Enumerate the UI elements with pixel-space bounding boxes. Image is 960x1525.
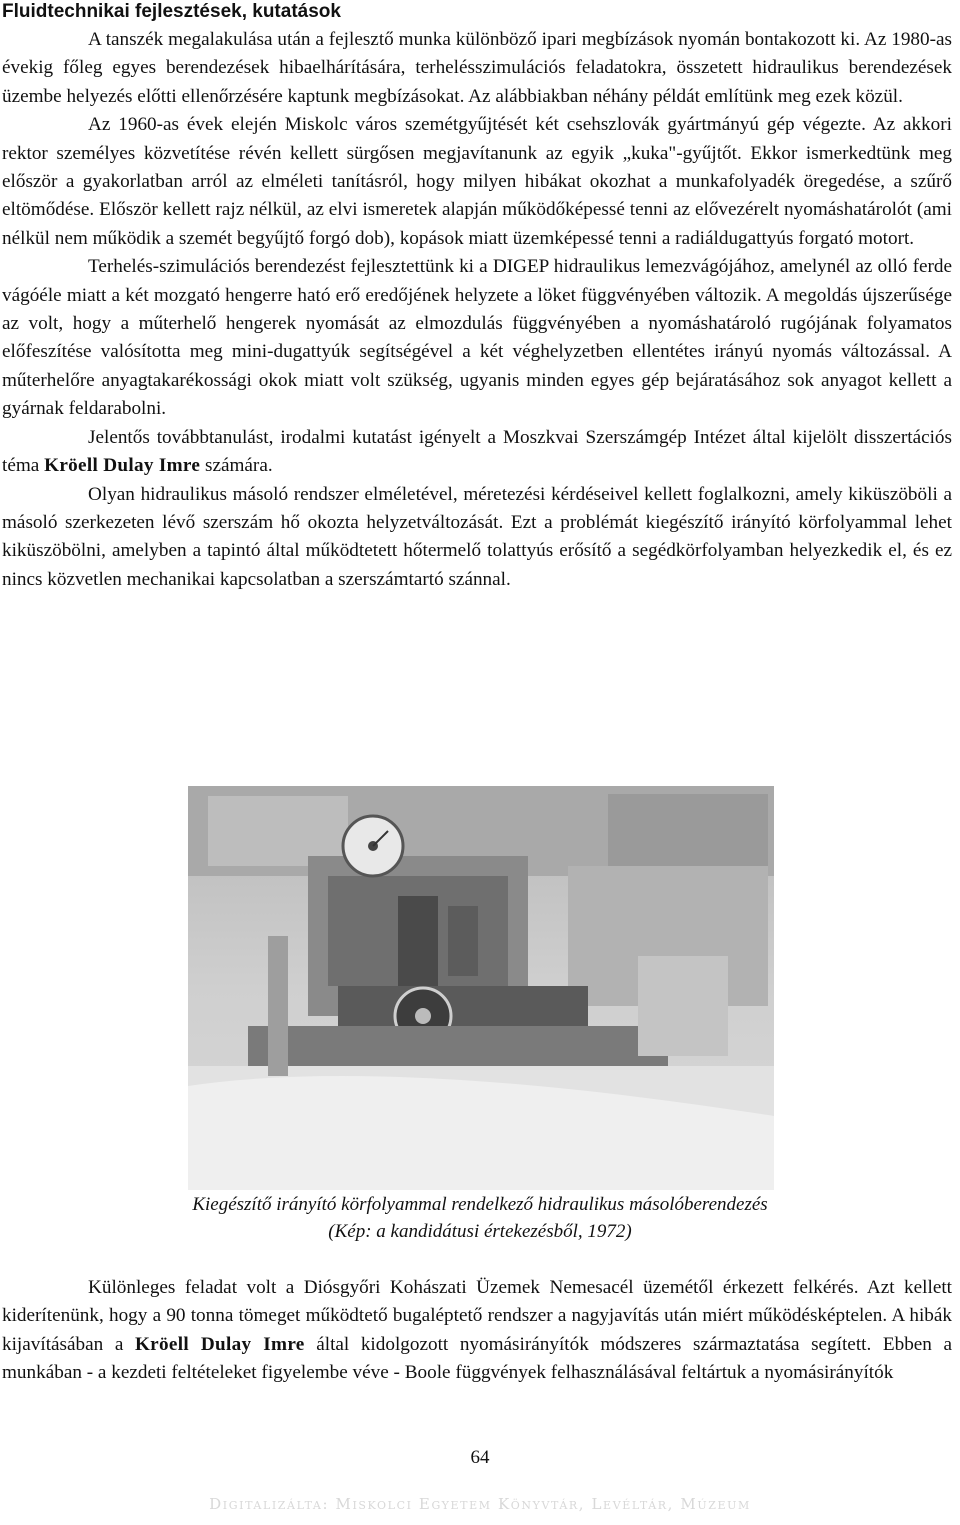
paragraph-dissertation <box>2 424 952 481</box>
paragraph-kuka: Az 1960-as évek elején Miskolc város szemétgyűjtését két csehszlovák gyártmányú gép végezte. Az akkori rektor személyes közvetítése révén kellett sürgősen megjavítanunk az egyik „kuka"-gyűjtőt. Ekkor ismerkedtünk meg először a gyakorlatban arról az elméleti tanításról, hogy milyen hibákat okozhat a munkafolyadék öregedése, a szűrő eltömődése. Először kellett rajz nélkül, az elvi ismeretek alapján működőképessé tenni az elővezérelt nyomáshatárolót (ami nélkül nem működik a szemét begyűjtő forgó dob), kopások miatt üzemképessé tenni a radiáldugattyús forgató motort. <box>2 114 952 249</box>
figure-caption-line1: Kiegészítő irányító körfolyammal rendelkező hidraulikus másolóberendezés <box>192 1194 768 1215</box>
paragraph-copy-system: Olyan hidraulikus másoló rendszer elméletével, méretezési kérdéseivel kellett foglalkozni, amely kiküszöböli a másoló szerkezeten lévő szerszám hő okozta helyzetváltozását. Ezt a problémát kiegészítő irányító körfolyammal lehet kiküszöbölni, amelyben a tapintó által működtetett hőtermelő tolattyús erősítő a segédkörfolyamban helyezkedik el, és ez nincs közvetlen mechanikai kapcsolatban a szerszámtartó szánnal. <box>2 483 952 590</box>
figure-caption-line2: (Kép: a kandidátusi értekezésből, 1972) <box>328 1221 632 1242</box>
paragraph-digep: Terhelés-szimulációs berendezést fejlesztettünk ki a DIGEP hidraulikus lemezvágójához, amelynél az olló ferde vágóéle miatt a két mozgató hengerre ható erő eredőjének helyzete a löket függvényében változik. A megoldás újszerűsége az volt, hogy a műterhelő hengerek nyomását az elmozdulás függvényében a nyomáshatároló rugójának folyamatos előfeszítése valósította meg mini-dugattyúk segítségével a két véghelyzetben ellentétes irányú nyomás változással. A műterhelőre anyagtakarékossági okok miatt volt szükség, ugyanis minden egyes gép bejáratásához sok anyagot kellett a gyárnak feldarabolni. <box>2 256 952 420</box>
text-span: számára. <box>200 455 273 477</box>
page-number: 64 <box>470 1447 490 1468</box>
text-span: által kidolgozott nyomásirányítók módszeres származtatása segített. Ebben a munkában - a kezdeti feltételeket figyelembe véve - Boole függvények felhasználásával feltártuk a nyomásirányítók <box>2 1333 953 1384</box>
paragraph-diosgyor <box>2 1274 952 1388</box>
body-text-top <box>2 26 952 594</box>
text-span: Különleges feladat volt a Diósgyőri Kohászati Üzemek Nemesacél üzemétől érkezett felkérés. Azt kellett kiderítenünk, hogy a 90 tonna tömeget működtető bugaléptető rendszer a nagyjavítás után miért működésképtelen. A hibák kijavításában a <box>2 1277 952 1355</box>
body-text-bottom <box>2 1274 952 1388</box>
person-name: Kröell Dulay Imre <box>44 455 201 477</box>
digitization-footer: Digitalizálta: Miskolci Egyetem Könyvtár, Levéltár, Múzeum <box>209 1495 751 1513</box>
paragraph-intro: A tanszék megalakulása után a fejlesztő munka különböző ipari megbízások nyomán bontakozott ki. Az 1980-as évekig főleg egyes berendezések hibaelhárítására, terhelésszimulációs feladatokra, összetett hidraulikus berendezések üzembe helyezés előtti ellenőrzésére kaptunk megbízásokat. Az alábbiakban néhány példát említünk meg ezek közül. <box>2 29 952 107</box>
hydraulic-copier-photo-illustration <box>188 786 774 1190</box>
person-name: Kröell Dulay Imre <box>134 1333 305 1355</box>
text-span: Jelentős továbbtanulást, irodalmi kutatást igényelt a Moszkvai Szerszámgép Intézet által kijelölt disszertációs téma <box>2 426 952 477</box>
machine-photo <box>188 786 774 1190</box>
section-heading: Fluidtechnikai fejlesztések, kutatások <box>2 1 341 22</box>
